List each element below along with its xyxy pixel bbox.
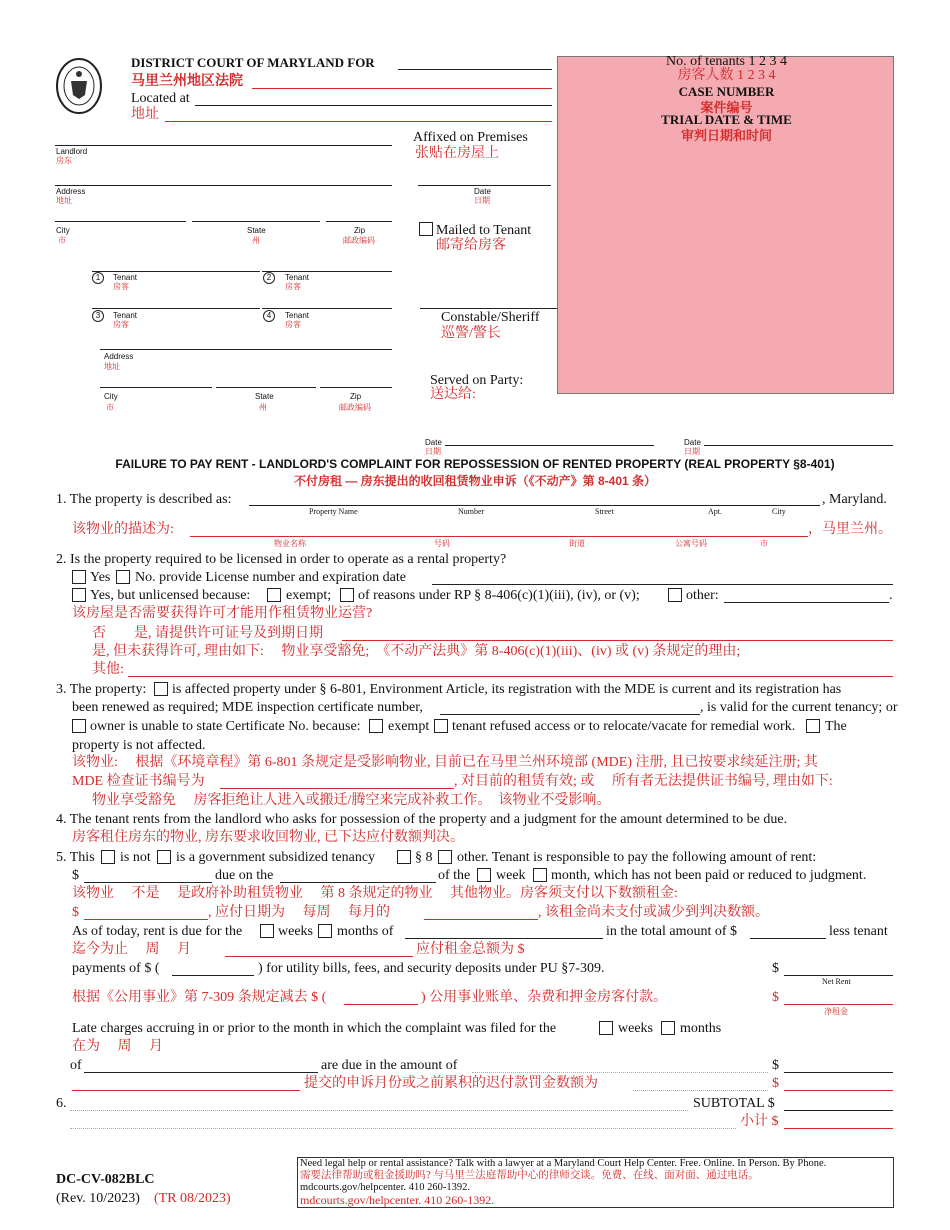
tenant-1-label: Tenant xyxy=(113,273,138,282)
constable-label-cn: 巡警/警长 xyxy=(441,326,501,341)
tenant-state-field[interactable] xyxy=(216,387,316,388)
s2-other-label: other: xyxy=(686,588,719,603)
help-contact-cn[interactable]: mdcourts.gov/helpcenter. 410 260-1392. xyxy=(300,1193,495,1207)
trial-date-label-cn: 审判日期和时间 xyxy=(680,128,772,143)
s5-late-months: months xyxy=(680,1021,722,1036)
s5-is-checkbox[interactable] xyxy=(157,850,171,864)
months-of-field[interactable] xyxy=(405,938,603,939)
tenant-3-label-cn: 房客 xyxy=(113,320,129,329)
tenant-2-number: 2 xyxy=(263,272,275,284)
s5-cn1: 该物业 不是 是政府补助租赁物业 第 8 条规定的物业 其他物业。房客须支付以下数额租金: xyxy=(72,886,678,901)
s5-due-on: due on the xyxy=(215,868,274,883)
s4-text-cn: 房客租住房东的物业, 房东要求收回物业, 已下达应付数额判决。 xyxy=(72,830,464,845)
s1-end-cn: ，马里兰州。 xyxy=(808,522,892,537)
s3-f: exempt xyxy=(388,719,430,734)
s5-month-text: month, which has not been paid or reduced to judgment. xyxy=(551,868,867,883)
tenant-3-number: 3 xyxy=(92,310,104,322)
court-title-cn: 马里兰州地区法院 xyxy=(131,74,243,89)
tenant-3-field[interactable] xyxy=(92,308,260,309)
property-description-field[interactable] xyxy=(249,505,820,506)
license-number-field[interactable] xyxy=(432,584,893,585)
constable-field[interactable] xyxy=(420,308,557,309)
landlord-zip-label: Zip xyxy=(354,226,366,235)
s2-other-checkbox[interactable] xyxy=(668,588,682,602)
s5-c: is a government subsidized tenancy xyxy=(176,850,376,865)
late-period-field[interactable] xyxy=(84,1072,318,1073)
s5-late-weeks-checkbox[interactable] xyxy=(599,1021,613,1035)
s5-of: of xyxy=(70,1058,82,1073)
s5-d: § 8 xyxy=(415,850,433,865)
s2-yes-label: Yes xyxy=(90,570,111,585)
s2-exempt-label: exempt; xyxy=(286,588,332,603)
s2-no-checkbox[interactable] xyxy=(116,570,130,584)
late-dollar-cn: $ xyxy=(772,1076,779,1091)
s5-payments-b: ) for utility bills, fees, and security deposits under PU §7-309. xyxy=(258,961,605,976)
s2-yes-but-label-cn: 是, 但未获得许可, 理由如下: 物业享受豁免; 《不动产法典》第 8-406(c)(1)(iii)、(iv) 或 (v) 条规定的理由; xyxy=(92,644,741,659)
located-at-field[interactable] xyxy=(195,105,552,106)
s2-question: 2. Is the property required to be licensed in order to operate as a rental property? xyxy=(56,552,507,567)
s2-period: . xyxy=(889,588,893,603)
affixed-date-field[interactable] xyxy=(418,185,551,186)
s1-col-city-cn: 市 xyxy=(760,539,768,548)
landlord-zip-label-cn: 邮政编码 xyxy=(343,236,375,245)
tenant-4-field[interactable] xyxy=(262,308,392,309)
tenant-4-number: 4 xyxy=(263,310,275,322)
landlord-zip-field[interactable] xyxy=(326,221,392,222)
s5-dollar-cn: $ xyxy=(72,905,79,920)
form-number: DC-CV-082BLC xyxy=(56,1172,155,1187)
served-date-1-field[interactable] xyxy=(445,445,654,446)
s5-due-amount: are due in the amount of xyxy=(321,1058,458,1073)
court-title: DISTRICT COURT OF MARYLAND FOR xyxy=(131,55,375,70)
payments-field[interactable] xyxy=(172,975,254,976)
net-rent-field[interactable] xyxy=(784,975,893,976)
tenant-1-label-cn: 房客 xyxy=(113,282,129,291)
affixed-label: Affixed on Premises xyxy=(413,130,528,145)
s3-owner-unable-checkbox[interactable] xyxy=(72,719,86,733)
s1-col-property-name-cn: 物业名称 xyxy=(274,539,306,548)
s3-affected-checkbox[interactable] xyxy=(154,682,168,696)
s5-late: Late charges accruing in or prior to the month in which the complaint was filed for the xyxy=(72,1021,557,1036)
subtotal-label: SUBTOTAL $ xyxy=(693,1096,775,1111)
s5-months-of: months of xyxy=(337,924,394,939)
served-date-2-field[interactable] xyxy=(704,445,893,446)
tenant-address-label: Address xyxy=(104,352,134,361)
landlord-state-label-cn: 州 xyxy=(252,236,260,245)
rent-amount-field[interactable] xyxy=(84,882,212,883)
landlord-city-field[interactable] xyxy=(55,221,186,222)
subtotal-label-cn: 小计 $ xyxy=(740,1114,779,1129)
s1-col-street-cn: 街道 xyxy=(569,539,585,548)
tenant-4-label-cn: 房客 xyxy=(285,320,301,329)
s5-cn4b: ) 公用事业账单、杂费和押金房客付款。 xyxy=(421,990,668,1005)
tenant-city-field[interactable] xyxy=(100,387,212,388)
form-revision: (Rev. 10/2023) xyxy=(56,1191,140,1206)
tenant-address-label-cn: 地址 xyxy=(104,362,120,371)
served-label: Served on Party: xyxy=(430,373,524,388)
tenant-count: No. of tenants 1 2 3 4 xyxy=(666,54,787,69)
s2-no-label: No. provide License number and expiration date xyxy=(135,570,406,585)
tenant-count-cn: 房客人数 1 2 3 4 xyxy=(677,68,776,83)
s1-text: 1. The property is described as: xyxy=(56,492,232,507)
affixed-date-label-cn: 日期 xyxy=(474,196,490,205)
s4-text: 4. The tenant rents from the landlord who asks for possession of the property and a judgment for the amount determined to be due. xyxy=(56,812,788,827)
served-label-cn: 送达给: xyxy=(430,387,476,402)
tenant-zip-field[interactable] xyxy=(320,387,392,388)
form-translation-revision: (TR 08/2023) xyxy=(154,1191,231,1206)
tenant-2-label: Tenant xyxy=(285,273,310,282)
tenant-2-field[interactable] xyxy=(262,271,392,272)
case-info-box[interactable] xyxy=(557,56,894,394)
s5-cn6: 提交的申诉月份或之前累积的迟付款罚金数额为 xyxy=(304,1076,598,1091)
complaint-title-cn: 不付房租 — 房东提出的收回租赁物业申诉（《不动产》第 8-401 条） xyxy=(293,474,657,488)
landlord-address-field[interactable] xyxy=(55,185,392,186)
due-day-field[interactable] xyxy=(280,882,436,883)
s3-h: The xyxy=(825,719,847,734)
net-rent-dollar-cn: $ xyxy=(772,990,779,1005)
s3-cn1: 该物业: 根据《环境章程》第 6-801 条规定是受影响物业, 目前已在马里兰州环境部 (MDE) 注册, 且已按要求续延注册; 其 xyxy=(72,755,818,770)
affixed-label-cn: 张贴在房屋上 xyxy=(415,146,499,161)
s1-col-property-name: Property Name xyxy=(309,507,358,516)
s3-c: been renewed as required; MDE inspection certificate number, xyxy=(72,700,423,715)
s3-refused-checkbox[interactable] xyxy=(434,719,448,733)
s5-week-checkbox[interactable] xyxy=(477,868,491,882)
s3-i: property is not affected. xyxy=(72,738,206,753)
s5-e: other. Tenant is responsible to pay the following amount of rent: xyxy=(457,850,817,865)
net-rent-dollar: $ xyxy=(772,961,779,976)
s5-cn4a: 根据《公用事业》第 7-309 条规定减去 $ ( xyxy=(72,990,327,1005)
s1-col-number: Number xyxy=(458,507,485,516)
landlord-city-label: City xyxy=(56,226,70,235)
s2-yes-checkbox[interactable] xyxy=(72,570,86,584)
located-at-label: Located at xyxy=(131,91,190,106)
s2-yes-but-checkbox[interactable] xyxy=(72,588,86,602)
s3-cn2b: , 对目前的租赁有效; 或 所有者无法提供证书编号, 理由如下: xyxy=(454,774,833,789)
s5-late-weeks: weeks xyxy=(618,1021,653,1036)
s3-cn3: 物业享受豁免 房客拒绝让人进入或搬迁/腾空来完成补救工作。 该物业不受影响。 xyxy=(92,793,611,808)
case-number-label-cn: 案件编号 xyxy=(700,100,753,115)
s1-text-cn: 该物业的描述为: xyxy=(72,522,174,537)
served-date-1-label-cn: 日期 xyxy=(425,447,441,456)
s2-reasons-checkbox[interactable] xyxy=(340,588,354,602)
s1-col-number-cn: 号码 xyxy=(434,539,450,548)
tenant-zip-label: Zip xyxy=(350,392,362,401)
landlord-address-label: Address xyxy=(56,187,86,196)
tenant-3-label: Tenant xyxy=(113,311,138,320)
complaint-title: FAILURE TO PAY RENT - LANDLORD'S COMPLAINT FOR REPOSSESSION OF RENTED PROPERTY (REAL PROPERTY §8-401) xyxy=(115,457,835,471)
tenant-state-label-cn: 州 xyxy=(259,403,267,412)
s2-other-field[interactable] xyxy=(724,602,889,603)
located-at-label-cn: 地址 xyxy=(131,107,159,122)
tenant-2-label-cn: 房客 xyxy=(285,282,301,291)
affixed-date-label: Date xyxy=(474,187,491,196)
tenant-1-number: 1 xyxy=(92,272,104,284)
late-dollar: $ xyxy=(772,1058,779,1073)
served-date-2-label-cn: 日期 xyxy=(684,447,700,456)
landlord-address-label-cn: 地址 xyxy=(56,196,72,205)
s3-g: tenant refused access or to relocate/vacate for remedial work. xyxy=(452,719,796,734)
help-center-box xyxy=(297,1157,894,1208)
s3-b: is affected property under § 6-801, Environment Article, its registration with the MDE is current and its registration has xyxy=(172,682,842,697)
landlord-field[interactable] xyxy=(55,145,392,146)
subtotal-field[interactable] xyxy=(784,1110,893,1111)
s5-week: week xyxy=(496,868,526,883)
s3-cn2a: MDE 检查证书编号为 xyxy=(72,774,205,789)
landlord-state-label: State xyxy=(247,226,266,235)
s5-other-checkbox[interactable] xyxy=(438,850,452,864)
s5-a: 5. This xyxy=(56,850,95,865)
case-number-label: CASE NUMBER xyxy=(678,84,775,99)
landlord-state-field[interactable] xyxy=(192,221,320,222)
s5-weeks-checkbox[interactable] xyxy=(260,924,274,938)
s2-yes-but-label: Yes, but unlicensed because: xyxy=(90,588,251,603)
s2-exempt-checkbox[interactable] xyxy=(267,588,281,602)
late-amount-field[interactable] xyxy=(784,1072,893,1073)
s3-exempt-checkbox[interactable] xyxy=(369,719,383,733)
landlord-label-cn: 房东 xyxy=(56,156,72,165)
tenant-zip-label-cn: 邮政编码 xyxy=(339,403,371,412)
landlord-city-label-cn: 市 xyxy=(58,236,66,245)
s6-num: 6. xyxy=(56,1096,67,1111)
tenant-4-label: Tenant xyxy=(285,311,310,320)
total-amount-field[interactable] xyxy=(750,938,826,939)
s1-col-city: City xyxy=(772,507,786,516)
served-date-1-label: Date xyxy=(425,438,442,447)
s1-col-street: Street xyxy=(595,507,614,516)
s3-not-affected-checkbox[interactable] xyxy=(806,719,820,733)
s5-month-checkbox[interactable] xyxy=(533,868,547,882)
net-rent-label: Net Rent xyxy=(822,977,851,986)
s5-asof: As of today, rent is due for the xyxy=(72,924,243,939)
s5-weeks: weeks xyxy=(278,924,313,939)
s5-less: less tenant xyxy=(829,924,888,939)
tenant-1-field[interactable] xyxy=(92,271,260,272)
s2-reasons-label: of reasons under RP § 8-406(c)(1)(iii), (iv), or (v); xyxy=(358,588,640,603)
s5-cn2a: , 应付日期为 每周 每月的 xyxy=(208,905,390,920)
s1-end: , Maryland. xyxy=(822,492,887,507)
s1-col-apt-cn: 公寓号码 xyxy=(675,539,707,548)
s5-payments: payments of $ ( xyxy=(72,961,160,976)
tenant-city-label-cn: 市 xyxy=(106,403,114,412)
s5-cn3b: 应付租金总额为 $ xyxy=(416,942,525,957)
help-contact[interactable]: mdcourts.gov/helpcenter. 410 260-1392. xyxy=(300,1182,471,1193)
landlord-label: Landlord xyxy=(56,147,88,156)
s5-section8-checkbox[interactable] xyxy=(397,850,411,864)
s5-is-not-checkbox[interactable] xyxy=(101,850,115,864)
s5-dollar: $ xyxy=(72,868,79,883)
s5-total: in the total amount of $ xyxy=(606,924,738,939)
s5-late-months-checkbox[interactable] xyxy=(661,1021,675,1035)
served-date-2-label: Date xyxy=(684,438,701,447)
s1-col-apt: Apt. xyxy=(708,507,722,516)
s5-cn2b: , 该租金尚未支付或减少到判决数额。 xyxy=(538,905,769,920)
mailed-label: Mailed to Tenant xyxy=(436,223,532,238)
s2-no-label-cn: 否 是, 请提供许可证号及到期日期 xyxy=(92,626,323,641)
s3-d: , is valid for the current tenancy; or xyxy=(700,700,898,715)
mailed-label-cn: 邮寄给房客 xyxy=(436,238,506,253)
mailed-checkbox[interactable] xyxy=(419,222,433,236)
constable-label: Constable/Sheriff xyxy=(441,310,540,325)
s3-a: 3. The property: xyxy=(56,682,147,697)
s2-question-cn: 该房屋是否需要获得许可才能用作租赁物业运营? xyxy=(72,606,373,621)
s5-cn5: 在为 周 月 xyxy=(72,1039,163,1054)
s2-other-label-cn: 其他: xyxy=(92,662,124,677)
s5-b: is not xyxy=(120,850,151,865)
net-rent-label-cn: 净租金 xyxy=(824,1007,848,1016)
court-seal xyxy=(55,57,103,115)
trial-date-label: TRIAL DATE & TIME xyxy=(661,112,792,127)
help-text: Need legal help or rental assistance? Talk with a lawyer at a Maryland Court Help Center. Free. Online. In Person. By Phone. xyxy=(300,1158,827,1169)
tenant-state-label: State xyxy=(255,392,274,401)
s5-cn3a: 迄今为止 周 月 xyxy=(72,942,191,957)
s3-e: owner is unable to state Certificate No. because: xyxy=(90,719,361,734)
tenant-address-field[interactable] xyxy=(100,349,392,350)
s5-of-the: of the xyxy=(438,868,471,883)
tenant-city-label: City xyxy=(104,392,118,401)
mde-certificate-field[interactable] xyxy=(440,714,700,715)
help-text-cn: 需要法律帮助或租金援助吗? 与马里兰法庭帮助中心的律师交谈。免费、在线、面对面、通过电话。 xyxy=(300,1170,759,1181)
s5-months-checkbox[interactable] xyxy=(318,924,332,938)
